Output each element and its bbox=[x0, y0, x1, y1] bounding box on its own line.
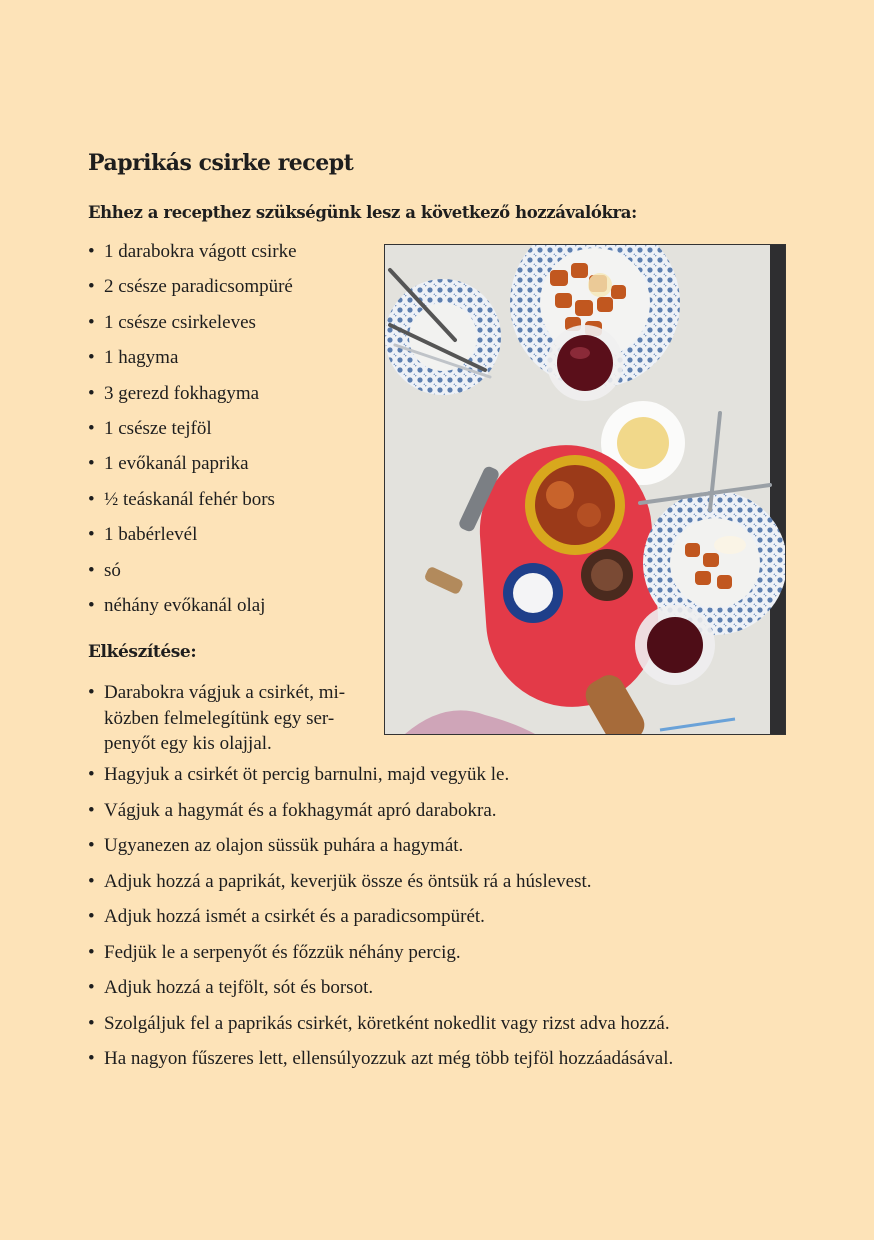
bullet: • bbox=[88, 488, 95, 510]
step-item bbox=[88, 938, 673, 974]
ingredient-text: só bbox=[104, 559, 121, 581]
bullet: • bbox=[88, 906, 95, 927]
bullet: • bbox=[88, 594, 95, 616]
ingredient-text: 2 csésze paradicsompüré bbox=[104, 276, 293, 298]
step-text: Vágjuk a hagymát és a fokhagymát apró darabokra. bbox=[104, 799, 497, 821]
bullet: • bbox=[88, 417, 95, 439]
bullet: • bbox=[88, 382, 95, 404]
bullet: • bbox=[88, 524, 95, 546]
step-text: Adjuk hozzá a paprikát, keverjük össze és öntsük rá a húslevest. bbox=[104, 870, 592, 892]
preparation-heading: Elkészítése: bbox=[88, 642, 197, 662]
bullet: • bbox=[88, 1048, 95, 1069]
ingredient-item bbox=[88, 308, 297, 343]
ingredient-item bbox=[88, 343, 297, 378]
ingredient-text: néhány evőkanál olaj bbox=[104, 594, 266, 616]
step-item bbox=[88, 902, 673, 938]
step-item bbox=[88, 831, 673, 867]
bullet: • bbox=[88, 941, 95, 963]
step-text: Adjuk hozzá a tejfölt, sót és borsot. bbox=[104, 977, 374, 998]
step-item bbox=[88, 1009, 673, 1045]
ingredient-item bbox=[88, 591, 297, 626]
bullet: • bbox=[88, 764, 95, 785]
steps-list bbox=[88, 760, 673, 1080]
step-item bbox=[88, 680, 363, 757]
bullet: • bbox=[88, 799, 95, 821]
ingredient-text: 1 csésze tejföl bbox=[104, 417, 212, 439]
bullet: • bbox=[88, 347, 95, 369]
ingredient-text: 1 darabokra vágott csirke bbox=[104, 241, 297, 262]
step-item bbox=[88, 867, 673, 903]
ingredients-heading: Ehhez a recepthez szükségünk lesz a következő hozzávalókra: bbox=[88, 203, 637, 222]
step-text: Adjuk hozzá ismét a csirkét és a paradicsompürét. bbox=[104, 906, 485, 927]
dish-photo bbox=[384, 244, 786, 735]
step-item bbox=[88, 1044, 673, 1080]
ingredient-item bbox=[88, 556, 297, 591]
bullet: • bbox=[88, 311, 95, 333]
bullet: • bbox=[88, 559, 95, 581]
step-item bbox=[88, 760, 673, 796]
bullet: • bbox=[88, 870, 95, 892]
step-item bbox=[88, 973, 673, 1009]
ingredient-text: 1 hagyma bbox=[104, 347, 179, 369]
ingredient-text: 1 csésze csirkeleves bbox=[104, 311, 256, 333]
bullet: • bbox=[88, 1012, 95, 1034]
step-item bbox=[88, 796, 673, 832]
bullet: • bbox=[88, 453, 95, 475]
ingredient-item bbox=[88, 449, 297, 484]
bullet: • bbox=[88, 682, 95, 703]
step-text: Ha nagyon fűszeres lett, ellensúlyozzuk azt még több tejföl hozzáadásával. bbox=[104, 1048, 674, 1069]
ingredient-item bbox=[88, 414, 297, 449]
step-text: Hagyjuk a csirkét öt percig barnulni, majd vegyük le. bbox=[104, 764, 510, 785]
bullet: • bbox=[88, 835, 95, 856]
step-text: Darabokra vágjuk a csirkét, mi-közben felmelegítünk egy ser-penyőt egy kis olajjal. bbox=[104, 682, 346, 754]
ingredient-item bbox=[88, 237, 297, 272]
dish-photo-illustration bbox=[385, 245, 785, 734]
ingredient-text: ½ teáskanál fehér bors bbox=[104, 488, 275, 510]
ingredient-text: 3 gerezd fokhagyma bbox=[104, 382, 260, 404]
step-text: Ugyanezen az olajon süssük puhára a hagymát. bbox=[104, 835, 464, 856]
ingredients-list bbox=[88, 237, 297, 626]
ingredient-text: 1 evőkanál paprika bbox=[104, 453, 249, 475]
bullet: • bbox=[88, 276, 95, 298]
ingredient-item bbox=[88, 485, 297, 520]
bullet: • bbox=[88, 977, 95, 998]
bullet: • bbox=[88, 241, 95, 262]
page-title: Paprikás csirke recept bbox=[88, 150, 354, 176]
step-text: Fedjük le a serpenyőt és főzzük néhány percig. bbox=[104, 941, 461, 963]
step-text: Szolgáljuk fel a paprikás csirkét, köretként nokedlit vagy rizst adva hozzá. bbox=[104, 1012, 670, 1034]
ingredient-text: 1 babérlevél bbox=[104, 524, 198, 546]
ingredient-item bbox=[88, 520, 297, 555]
ingredient-item bbox=[88, 272, 297, 307]
ingredient-item bbox=[88, 379, 297, 414]
